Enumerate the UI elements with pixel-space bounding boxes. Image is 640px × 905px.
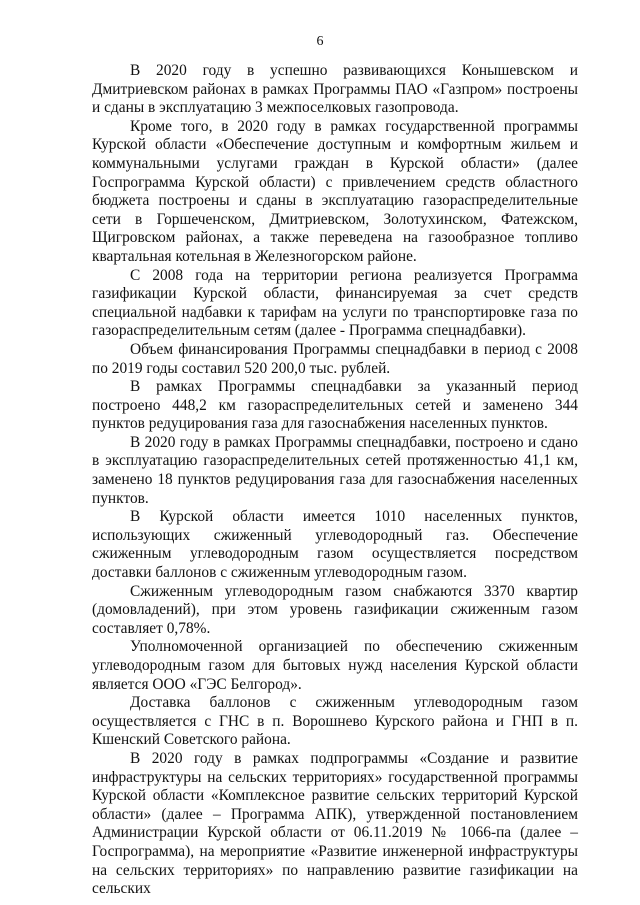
paragraph: В рамках Программы спецнадбавки за указанный период построено 448,2 км газораспределительных сетей и заменено 344 пунктов редуцирования газа для газоснабжения населенных пунктов. [92,378,578,433]
paragraph: В 2020 году в рамках Программы спецнадбавки, построено и сдано в эксплуатацию газораспределительных сетей протяженностью 41,1 км, заменено 18 пунктов редуцирования газа для газоснабжения населенных пунктов. [92,433,578,507]
page-number: 6 [316,34,324,49]
paragraph: С 2008 года на территории региона реализуется Программа газификации Курской области, финансируемая за счет средств специальной надбавки к тарифам на услуги по транспортировке газа по газораспределительным сетям (далее - Программа спецнадбавки). [92,266,578,340]
paragraph: Уполномоченной организацией по обеспечению сжиженным углеводородным газом для бытовых нужд населения Курской области является ООО «ГЭС Белгород». [92,638,578,693]
paragraph: В 2020 году в рамках подпрограммы «Создание и развитие инфраструктуры на сельских территориях» государственной программы Курской области «Комплексное развитие сельских территорий Курской области» (далее – Программа АПК), утвержденной постановлением Администрации Курской области от 06.11.2019 № 1066-па (далее – Госпрограмма), на мероприятие «Развитие инженерной инфраструктуры на сельских территориях» по направлению развитие газификации на сельских [92,749,578,898]
paragraph: В 2020 году в успешно развивающихся Конышевском и Дмитриевском районах в рамках Программы ПАО «Газпром» построены и сданы в эксплуатацию 3 межпоселковых газопровода. [92,62,578,117]
paragraph: Объем финансирования Программы спецнадбавки в период с 2008 по 2019 годы составил 520 200,0 тыс. рублей. [92,340,578,377]
paragraph: Доставка баллонов с сжиженным углеводородным газом осуществляется с ГНС в п. Ворошнево Курского района и ГНП в п. Кшенский Советского района. [92,694,578,749]
paragraph: Сжиженным углеводородным газом снабжаются 3370 квартир (домовладений), при этом уровень газификации сжиженным газом составляет 0,78%. [92,582,578,637]
paragraph: В Курской области имеется 1010 населенных пунктов, использующих сжиженный углеводородный газ. Обеспечение сжиженным углеводородным газом осуществляется посредством доставки баллонов с сжиженным углеводородным газом. [92,508,578,582]
paragraph: Кроме того, в 2020 году в рамках государственной программы Курской области «Обеспечение доступным и комфортным жильем и коммунальными услугами граждан в Курской области» (далее Госпрограмма Курской области) с привлечением средств областного бюджета построены и сданы в эксплуатацию газораспределительные сети в Горшеченском, Дмитриевском, Золотухинском, Фатежском, Щигровском районах, а также переведена на газообразное топливо квартальная котельная в Железногорском районе. [92,117,578,265]
document-body [92,62,578,899]
